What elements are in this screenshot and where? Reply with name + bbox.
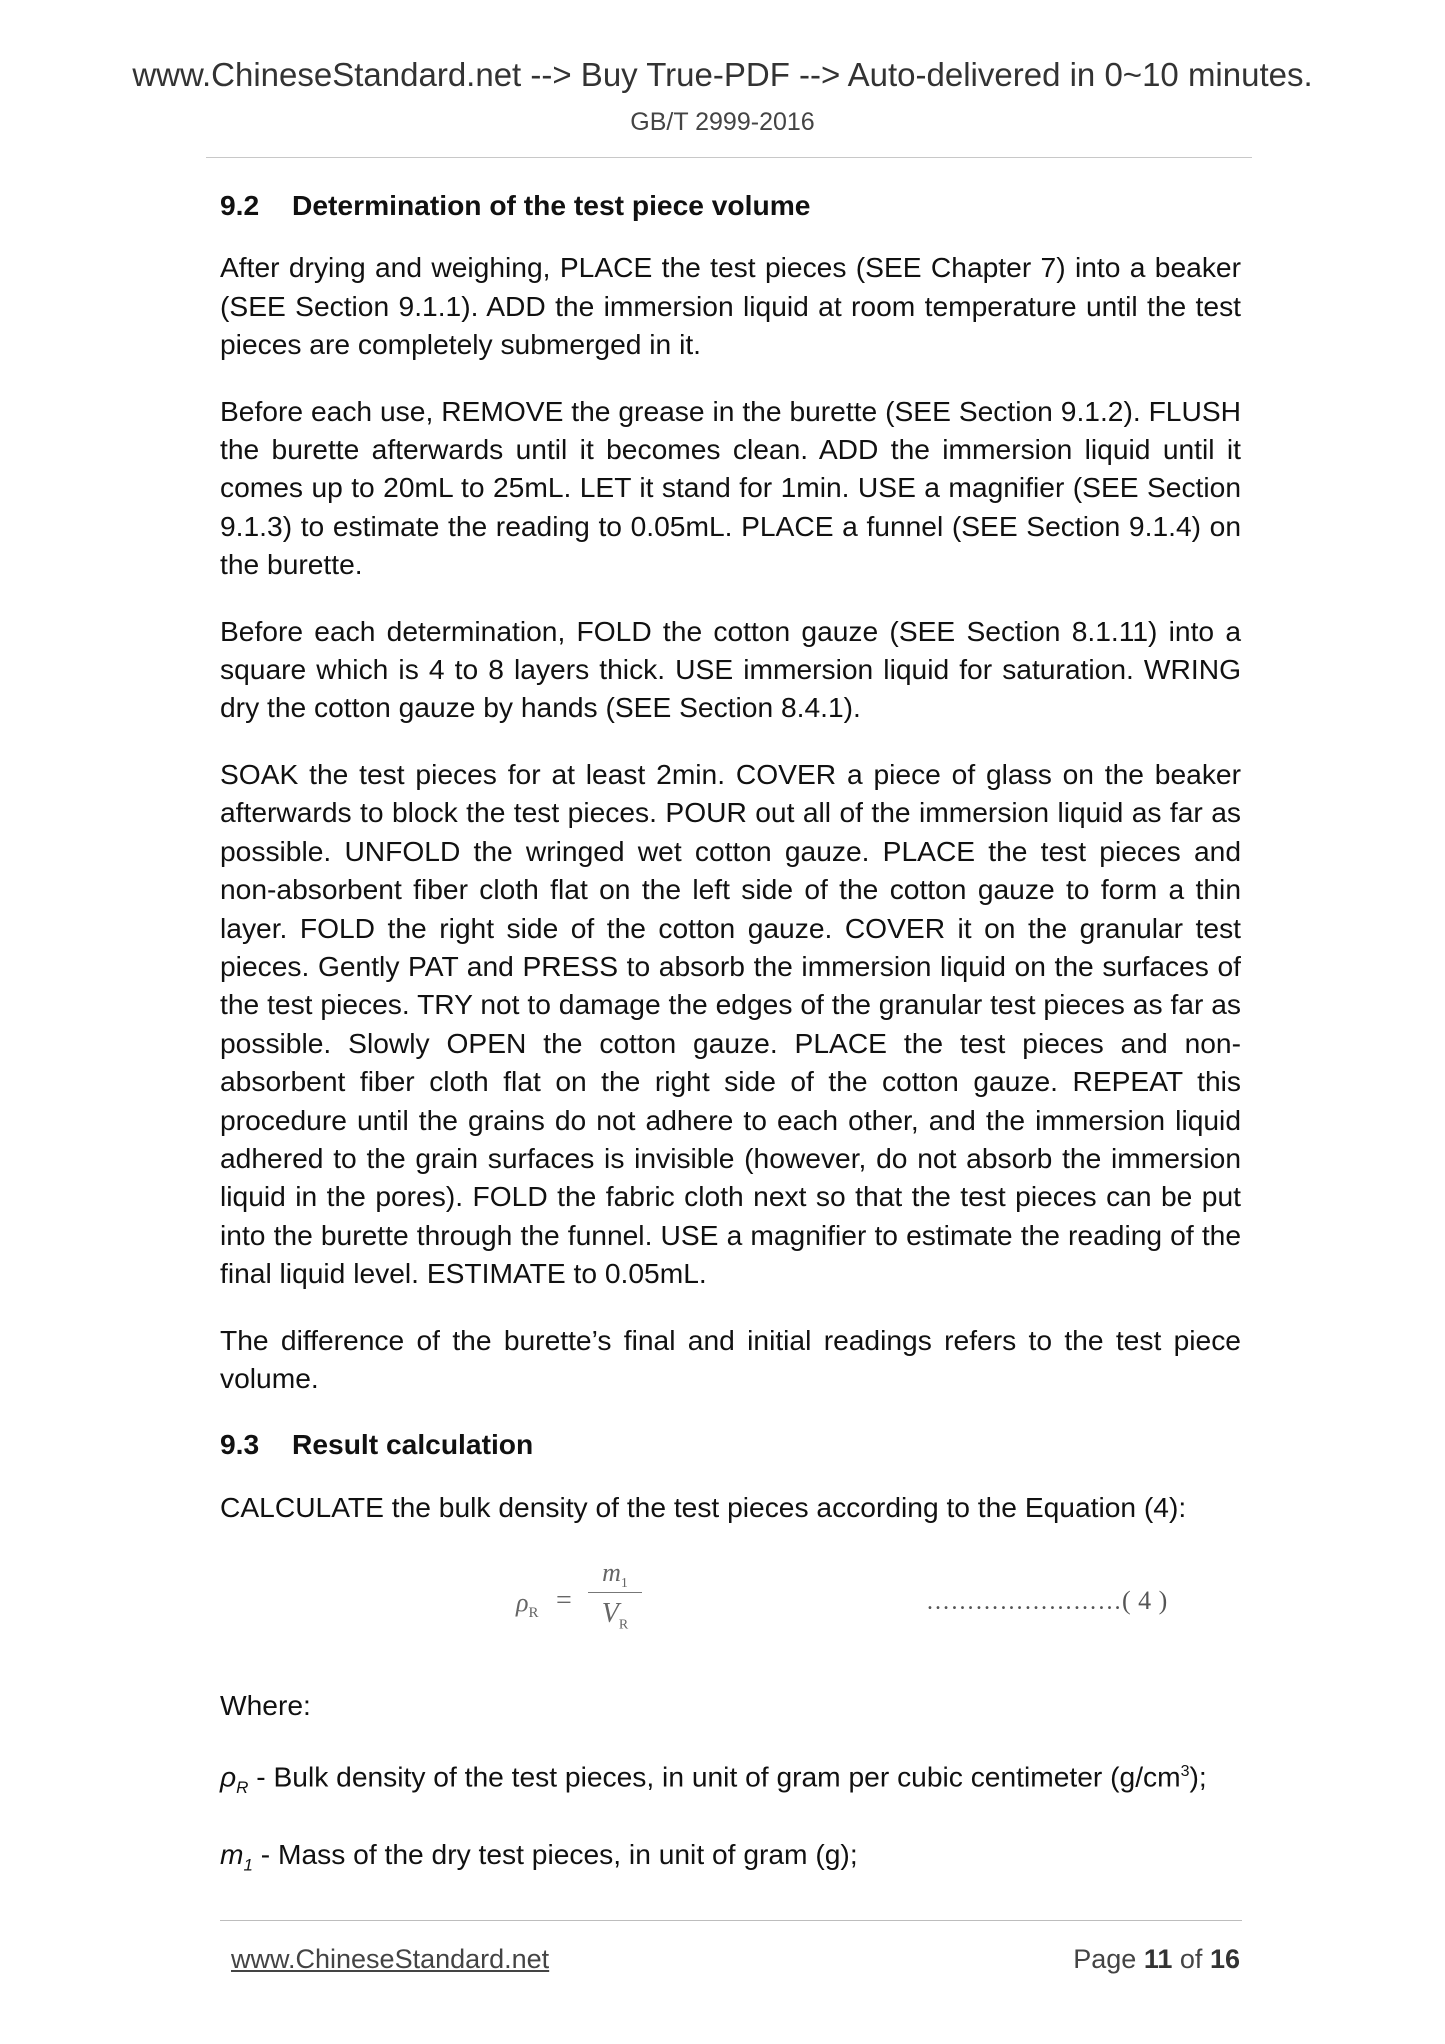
section-number: 9.3 <box>220 1428 260 1461</box>
section-heading-9-3 <box>220 1425 1241 1463</box>
where-label: Where: <box>220 1689 311 1722</box>
definition-rho-r: $\rho_R$ - Bulk density of the test pieces, in unit of gram per cubic centimeter $(g/cm^3)$; <box>220 1759 1207 1797</box>
equation-equals: = <box>556 1585 572 1617</box>
equation-4 <box>220 1554 1241 1646</box>
definition-m1: $m_1$ - Mass of the dry test pieces, in unit of gram (g); <box>220 1838 858 1875</box>
section-heading-9-2 <box>220 186 1241 224</box>
footer-divider <box>220 1920 1242 1921</box>
header-banner: www.ChineseStandard.net --> Buy True-PDF --> Auto-delivered in 0~10 minutes. <box>132 56 1313 93</box>
header-divider <box>206 157 1252 158</box>
total-pages: 16 <box>1209 1944 1240 1974</box>
equation-numerator: $m_1$ <box>602 1558 628 1592</box>
paragraph: After drying and weighing, PLACE the test pieces (SEE Chapter 7) into a beaker (SEE Section 9.1.1). ADD the immersion liquid at room temperature until the test pieces are completely submerged in it. <box>220 251 1241 361</box>
equation-lhs: $\rho_R$ <box>516 1588 539 1622</box>
equation-label: ( 4 ) <box>1122 1586 1168 1616</box>
page-content <box>220 186 1241 1913</box>
section-number: 9.2 <box>220 189 260 221</box>
equation-denominator: $V_R$ <box>601 1598 629 1633</box>
footer-site-link[interactable]: www.ChineseStandard.net <box>231 1944 550 1974</box>
standard-code: GB/T 2999-2016 <box>630 108 815 136</box>
section-title: Result calculation <box>292 1428 534 1461</box>
equation-leader: ……………………( 4 ) <box>926 1586 1168 1616</box>
current-page: 11 <box>1143 1944 1173 1974</box>
paragraph: Before each use, REMOVE the grease in the burette (SEE Section 9.1.2). FLUSH the burette afterwards until it becomes clean. ADD the immersion liquid until it comes up to 20mL to 25mL. LET it stand for 1min. USE a magnifier (SEE Section 9.1.3) to estimate the reading to 0.05mL. PLACE a funnel (SEE Section 9.1.4) on the burette. <box>220 394 1241 581</box>
section-title: Determination of the test piece volume <box>292 189 811 221</box>
equation-fraction <box>584 1554 646 1645</box>
page-indicator: Page 11 of 16 <box>1073 1944 1240 1974</box>
fraction-bar <box>588 1592 642 1593</box>
paragraph: Before each determination, FOLD the cotton gauze (SEE Section 8.1.11) into a square which is 4 to 8 layers thick. USE immersion liquid for saturation. WRING dry the cotton gauze by hands (SEE Section 8.4.1). <box>220 614 1241 724</box>
equation-intro: CALCULATE the bulk density of the test pieces according to the Equation (4): <box>220 1490 1187 1523</box>
paragraph: The difference of the burette’s final and initial readings refers to the test piece volume. <box>220 1323 1241 1394</box>
paragraph: SOAK the test pieces for at least 2min. COVER a piece of glass on the beaker afterwards to block the test pieces. POUR out all of the immersion liquid as far as possible. UNFOLD the wringed wet cotton gauze. PLACE the test pieces and non-absorbent fiber cloth flat on the left side of the cotton gauze to form a thin layer. FOLD the right side of the cotton gauze. COVER it on the granular test pieces. Gently PAT and PRESS to absorb the immersion liquid on the surfaces of the test pieces. TRY not to damage the edges of the granular test pieces as far as possible. Slowly OPEN the cotton gauze. PLACE the test pieces and non-absorbent fiber cloth flat on the right side of the cotton gauze. REPEAT this procedure until the grains do not adhere to each other, and the immersion liquid adhered to the grain surfaces is invisible (however, do not absorb the immersion liquid in the pores). FOLD the fabric cloth next so that the test pieces can be put into the burette through the funnel. USE a magnifier to estimate the reading of the final liquid level. ESTIMATE to 0.05mL. <box>220 757 1241 1290</box>
